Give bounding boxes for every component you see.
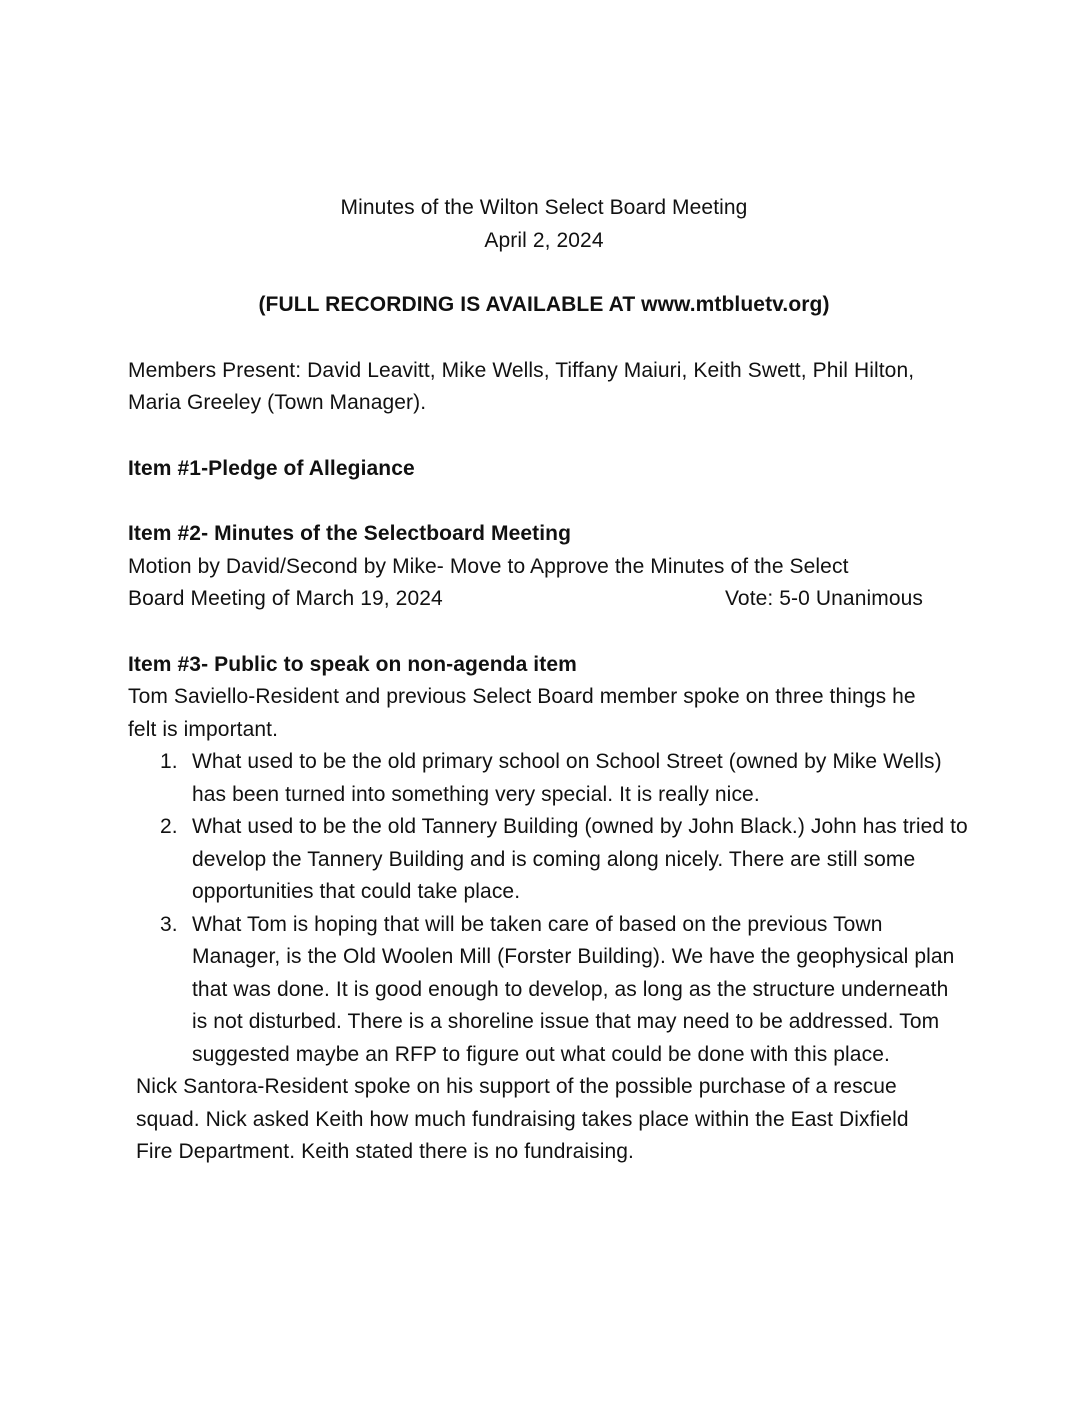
spacer [128,257,968,289]
item1-heading: Item #1-Pledge of Allegiance [128,456,415,480]
list-item-number: 2. [160,815,178,838]
spacer [128,616,968,649]
item3-nick-statement: Nick Santora-Resident spoke on his support of the possible purchase of a rescue squad. Nick asked Keith how much fundraising takes place within the East Dixfield Fire Department. Keith stated there is no fundraising. [136,1075,909,1163]
document-body [128,192,968,1169]
list-item [128,811,972,909]
list-item-text: What Tom is hoping that will be taken care of based on the previous Town Manager, is the Old Woolen Mill (Forster Building). We have the geophysical plan that was done. It is good enough to develop, as long as the structure underneath is not disturbed. There is a shoreline issue that may need to be addressed. Tom suggested maybe an RFP to figure out what could be done with this place. [192,912,955,1066]
members-present: Members Present: David Leavitt, Mike Wells, Tiffany Maiuri, Keith Swett, Phil Hilton, Maria Greeley (Town Manager). [128,358,915,414]
spacer [128,485,968,518]
spacer [128,322,968,355]
item3-intro: Tom Saviello-Resident and previous Select Board member spoke on three things he felt is important. [128,685,916,741]
item3-points-list [128,746,968,1071]
list-item [128,909,962,1072]
item2-motion-line2: Board Meeting of March 19, 2024 [128,587,443,610]
recording-notice: (FULL RECORDING IS AVAILABLE AT www.mtbluetv.org) [258,293,830,316]
spacer [128,420,968,453]
list-item-number: 1. [160,750,178,773]
item3-heading: Item #3- Public to speak on non-agenda item [128,652,577,676]
document-title: Minutes of the Wilton Select Board Meeting [340,196,748,219]
list-item-number: 3. [160,912,178,936]
list-item [128,746,972,811]
item2-vote: Vote: 5-0 Unanimous [724,587,923,610]
item2-motion-line1: Motion by David/Second by Mike- Move to Approve the Minutes of the Select [128,554,849,578]
list-item-text: What used to be the old Tannery Building (owned by John Black.) John has tried to develop the Tannery Building and is coming along nicely. There are still some opportunities that could take place. [192,815,968,903]
meeting-date: April 2, 2024 [484,228,604,252]
item2-heading: Item #2- Minutes of the Selectboard Meeting [128,522,572,545]
list-item-text: What used to be the old primary school on School Street (owned by Mike Wells) has been turned into something very special. It is really nice. [192,750,942,806]
item2-motion-row [128,583,923,616]
